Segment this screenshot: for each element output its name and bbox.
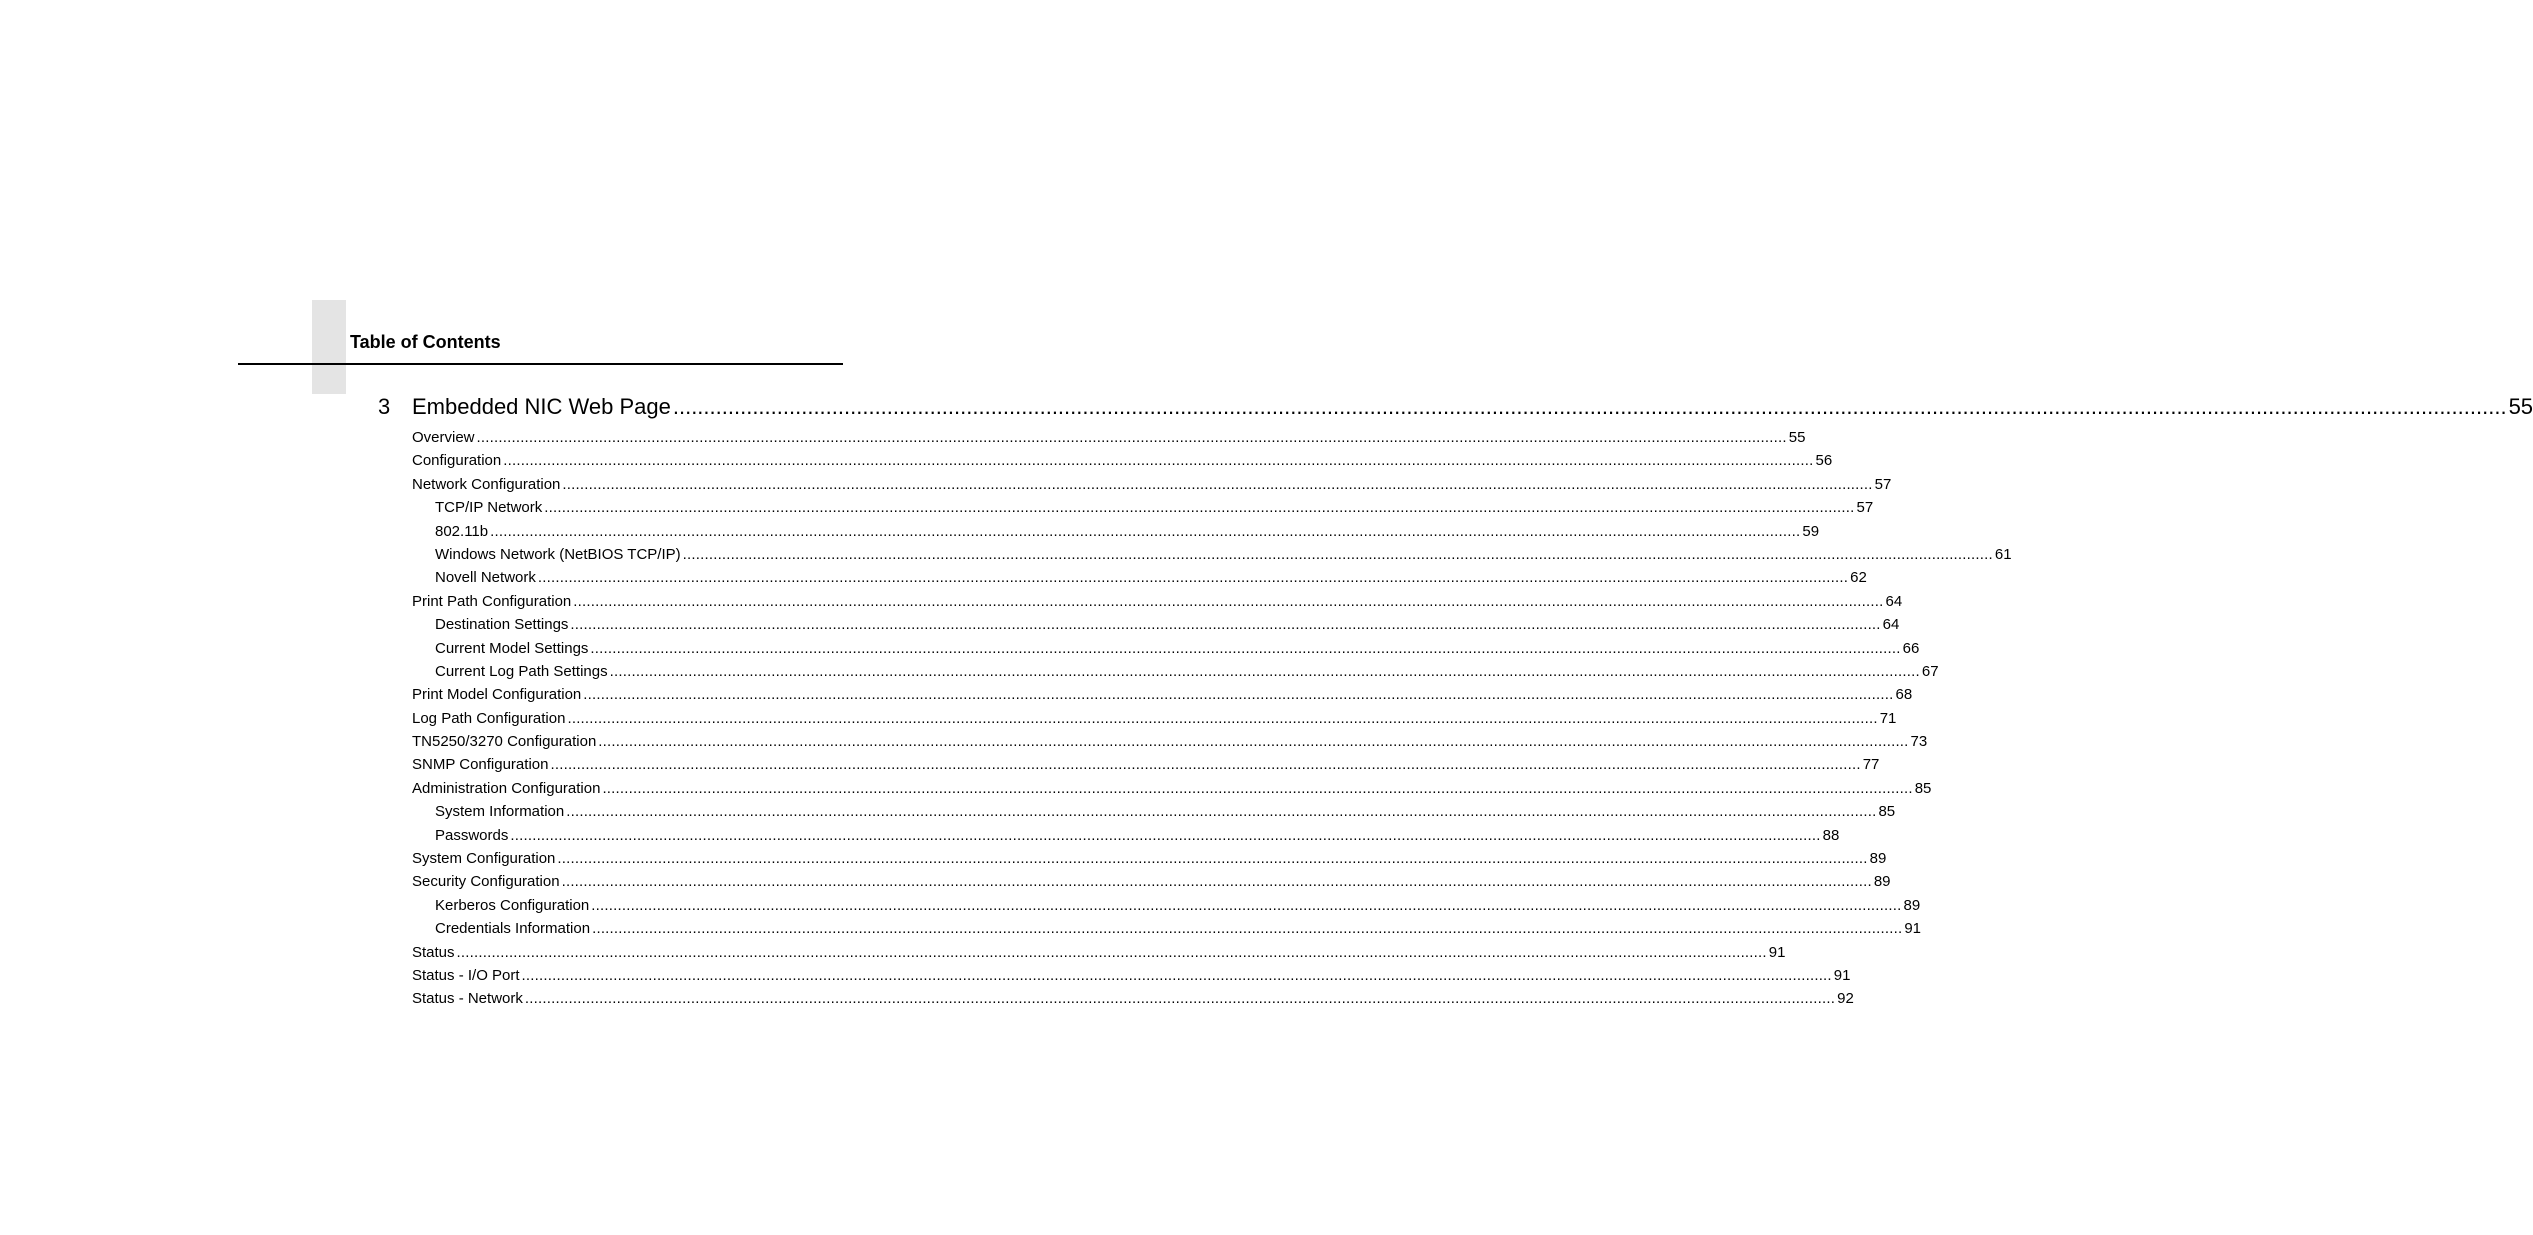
dot-leader: ............................................................................................................................................................................................................................................................................................................ bbox=[562, 475, 1873, 493]
dot-leader: ............................................................................................................................................................................................................................................................................................................ bbox=[524, 990, 1836, 1008]
chapter-heading bbox=[378, 393, 2533, 421]
toc-entry-page-number: 77 bbox=[1862, 756, 1880, 774]
toc-entry bbox=[412, 941, 1786, 964]
toc-entry bbox=[412, 520, 1820, 543]
toc-entry bbox=[412, 847, 1887, 870]
toc-entry-page-number: 91 bbox=[1833, 966, 1851, 984]
toc-entry-title: TN5250/3270 Configuration bbox=[412, 733, 597, 751]
toc-entry bbox=[412, 894, 1921, 917]
dot-leader: ............................................................................................................................................................................................................................................................................................................ bbox=[561, 873, 1872, 891]
dot-leader: ............................................................................................................................................................................................................................................................................................................ bbox=[510, 826, 1821, 844]
toc-entry bbox=[412, 870, 1891, 893]
toc-entry-page-number: 89 bbox=[1903, 896, 1921, 914]
toc-entry bbox=[412, 637, 1920, 660]
dot-leader: ............................................................................................................................................................................................................................................................................................................ bbox=[490, 522, 1801, 540]
dot-leader: ............................................................................................................................................................................................................................................................................................................ bbox=[602, 779, 1913, 797]
dot-leader: ............................................................................................................................................................................................................................................................................................................ bbox=[583, 686, 1894, 704]
toc-entry-page-number: 92 bbox=[1837, 990, 1854, 1008]
toc-entry-page-number: 71 bbox=[1879, 709, 1897, 727]
dot-leader: ............................................................................................................................................................................................................................................................................................................ bbox=[550, 756, 1861, 774]
dot-leader: ............................................................................................................................................................................................................................................................................................................ bbox=[521, 966, 1832, 984]
dot-leader: ............................................................................................................................................................................................................................................................................................................ bbox=[567, 709, 1878, 727]
dot-leader: ............................................................................................................................................................................................................................................................................................................ bbox=[682, 545, 1993, 563]
toc-entry-page-number: 88 bbox=[1822, 826, 1840, 844]
toc-entry bbox=[412, 660, 1939, 683]
toc-entry bbox=[412, 449, 1833, 472]
toc-entry bbox=[412, 590, 1903, 613]
dot-leader: ............................................................................................................................................................................................................................................................................................................ bbox=[598, 733, 1909, 751]
toc-entry-title: System Configuration bbox=[412, 850, 556, 868]
toc-entry-title: TCP/IP Network bbox=[435, 499, 543, 517]
toc-entry bbox=[412, 824, 1840, 847]
toc-entry-page-number: 89 bbox=[1869, 850, 1887, 868]
chapter-title: Embedded NIC Web Page bbox=[412, 394, 671, 419]
toc-entry-page-number: 73 bbox=[1910, 733, 1928, 751]
toc-entry bbox=[412, 987, 1854, 1010]
toc-entry-title: Status - Network bbox=[412, 990, 523, 1008]
toc-list bbox=[412, 426, 2012, 1011]
toc-entry bbox=[412, 613, 1900, 636]
toc-entry-page-number: 64 bbox=[1885, 592, 1903, 610]
toc-entry-title: Novell Network bbox=[435, 569, 536, 587]
toc-entry bbox=[412, 543, 2012, 566]
toc-entry-title: Kerberos Configuration bbox=[435, 896, 590, 914]
toc-entry-title: Print Path Configuration bbox=[412, 592, 572, 610]
header-rule bbox=[238, 363, 843, 365]
toc-entry-page-number: 91 bbox=[1904, 920, 1922, 938]
toc-entry bbox=[412, 496, 1874, 519]
toc-entry bbox=[412, 473, 1892, 496]
toc-entry-page-number: 89 bbox=[1873, 873, 1891, 891]
dot-leader: ............................................................................................................................................................................................................................................................................................................ bbox=[573, 592, 1884, 610]
toc-entry-title: Windows Network (NetBIOS TCP/IP) bbox=[435, 545, 681, 563]
toc-entry-title: Overview bbox=[412, 429, 475, 446]
toc-entry-title: Credentials Information bbox=[435, 920, 591, 938]
toc-entry-page-number: 61 bbox=[1994, 545, 2012, 563]
toc-entry bbox=[412, 566, 1867, 589]
toc-entry-page-number: 64 bbox=[1882, 616, 1900, 634]
toc-entry bbox=[412, 777, 1932, 800]
dot-leader: ............................................................................................................................................................................................................................................................................................................ bbox=[544, 499, 1855, 517]
toc-entry-title: Current Log Path Settings bbox=[435, 662, 608, 680]
toc-entry-page-number: 66 bbox=[1902, 639, 1920, 657]
toc-entry-title: Status bbox=[412, 943, 455, 961]
toc-entry-page-number: 67 bbox=[1921, 662, 1939, 680]
dot-leader: ............................................................................................................................................................................................................................................................................................................ bbox=[591, 896, 1902, 914]
toc-entry-page-number: 85 bbox=[1878, 803, 1896, 821]
toc-entry bbox=[412, 917, 1922, 940]
toc-entry-page-number: 68 bbox=[1895, 686, 1913, 704]
toc-entry-title: 802.11b bbox=[435, 522, 489, 540]
dot-leader: ............................................................................................................................................................................................................................................................................................................ bbox=[592, 920, 1903, 938]
dot-leader: ............................................................................................................................................................................................................................................................................................................ bbox=[609, 662, 1920, 680]
dot-leader: ............................................................................................................................................................................................................................................................................................................ bbox=[503, 452, 1814, 470]
toc-entry-title: Administration Configuration bbox=[412, 779, 601, 797]
header-tab-block bbox=[312, 300, 346, 394]
toc-entry-title: Passwords bbox=[435, 826, 509, 844]
toc-entry-page-number: 56 bbox=[1815, 452, 1833, 470]
toc-entry bbox=[412, 964, 1851, 987]
toc-entry-title: Print Model Configuration bbox=[412, 686, 582, 704]
dot-leader: ............................................................................................................................................................................................................................................................................................................ bbox=[537, 569, 1849, 587]
toc-entry bbox=[412, 683, 1913, 706]
toc-entry-page-number: 59 bbox=[1802, 522, 1820, 540]
toc-entry bbox=[412, 730, 1928, 753]
dot-leader: ............................................................................................................................................................................................................................................................................................................ bbox=[672, 394, 2507, 419]
toc-entry-title: Log Path Configuration bbox=[412, 709, 566, 727]
toc-entry-page-number: 57 bbox=[1874, 475, 1892, 493]
toc-entry bbox=[412, 426, 1806, 449]
toc-entry-title: Status - I/O Port bbox=[412, 966, 520, 984]
chapter-number: 3 bbox=[378, 394, 391, 419]
dot-leader: ............................................................................................................................................................................................................................................................................................................ bbox=[566, 803, 1877, 821]
toc-entry-title: Destination Settings bbox=[435, 616, 569, 634]
toc-entry-page-number: 55 bbox=[1788, 429, 1806, 446]
toc-entry-page-number: 91 bbox=[1768, 943, 1786, 961]
dot-leader: ............................................................................................................................................................................................................................................................................................................ bbox=[590, 639, 1901, 657]
toc-entry bbox=[412, 753, 1880, 776]
toc-entry-page-number: 85 bbox=[1914, 779, 1932, 797]
toc-entry-title: Current Model Settings bbox=[435, 639, 589, 657]
toc-entry bbox=[412, 707, 1897, 730]
toc-entry-title: SNMP Configuration bbox=[412, 756, 549, 774]
toc-entry-title: System Information bbox=[435, 803, 565, 821]
toc-entry-page-number: 62 bbox=[1850, 569, 1867, 587]
dot-leader: ............................................................................................................................................................................................................................................................................................................ bbox=[476, 429, 1787, 446]
toc-entry-title: Network Configuration bbox=[412, 475, 561, 493]
toc-entry-title: Configuration bbox=[412, 452, 502, 470]
chapter-page-number: 55 bbox=[2508, 394, 2533, 419]
dot-leader: ............................................................................................................................................................................................................................................................................................................ bbox=[456, 943, 1767, 961]
dot-leader: ............................................................................................................................................................................................................................................................................................................ bbox=[557, 850, 1868, 868]
page-title: Table of Contents bbox=[350, 332, 501, 352]
toc-entry-page-number: 57 bbox=[1856, 499, 1874, 517]
toc-entry-title: Security Configuration bbox=[412, 873, 560, 891]
dot-leader: ............................................................................................................................................................................................................................................................................................................ bbox=[570, 616, 1881, 634]
toc-entry bbox=[412, 800, 1896, 823]
